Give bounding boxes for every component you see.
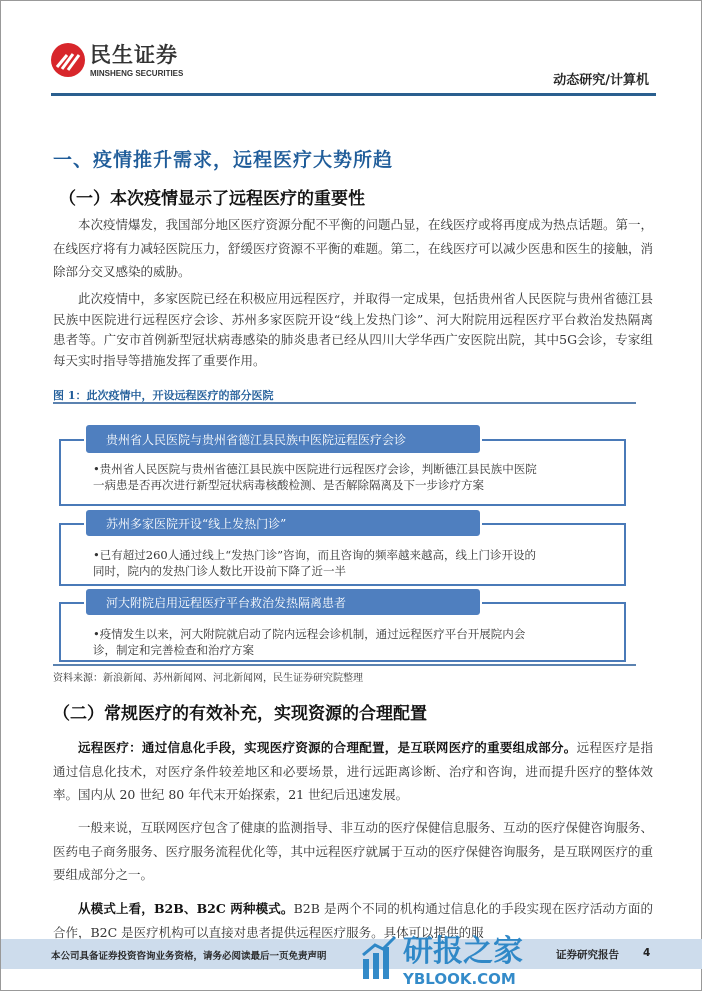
figure-bottom-rule [53, 664, 636, 666]
section-title: 一、疫情推升需求，远程医疗大势所趋 [53, 149, 394, 171]
figure-title: 图 1：此次疫情中，开设远程医疗的部分医院 [53, 389, 274, 402]
paragraph [53, 736, 653, 807]
paragraph: 此次疫情中，多家医院已经在积极应用远程医疗，并取得一定成果，包括贵州省人民医院与贵州省德江县民族中医院进行远程医疗会诊、苏州多家医院开设“线上发热门诊”、河大附院用远程医疗平台救治发热隔离患者等。广安市首例新型冠状病毒感染的肺炎患者已经从四川大学华西广安医院出院，其中5G会诊，专家组每天实时指导等措施发挥了重要作用。 [53, 291, 654, 368]
subsection-title: （一）本次疫情显示了远程医疗的重要性 [59, 189, 365, 209]
paragraph-body: B2B 是两个不同的机构通过信息化的手段实现在医疗活动方面的合作，B2C 是医疗机构可以直接对患者提供远程医疗服务。具体可以提供的服 [53, 901, 653, 940]
logo-subtext: MINSHENG SECURITIES [90, 69, 184, 78]
page-number: 4 [643, 947, 651, 959]
footer-disclaimer: 本公司具备证券投资咨询业务资格，请务必阅读最后一页免责声明 [51, 951, 327, 962]
figure-box-detail: •已有超过260人通过线上“发热门诊”咨询，而且咨询的频率越来越高，线上门诊开设的同时，院内的发热门诊人数比开设前下降了近一半 [93, 548, 536, 578]
figure-box-heading: 苏州多家医院开设“线上发热门诊” [84, 508, 482, 538]
watermark-chart-icon [361, 933, 397, 981]
paragraph: 本次疫情爆发，我国部分地区医疗资源分配不平衡的问题凸显，在线医疗或将再度成为热点话题。第一，在线医疗将有力减轻医院压力，舒缓医疗资源不平衡的难题。第二，在线医疗可以减少医患和医生的接触，消除部分交叉感染的威胁。 [53, 217, 654, 279]
paragraph: 一般来说，互联网医疗包含了健康的监测指导、非互动的医疗保健信息服务、互动的医疗保健咨询服务、医药电子商务服务、医疗服务流程优化等，其中远程医疗就属于互动的医疗保健咨询服务，是互联网医疗的重要组成部分之一。 [53, 820, 654, 882]
report-category: 动态研究/计算机 [553, 73, 649, 88]
figure-box-detail: •贵州省人民医院与贵州省德江县民族中医院进行远程医疗会诊，判断德江县民族中医院一病患是否再次进行新型冠状病毒核酸检测、是否解除隔离及下一步诊疗方案 [93, 462, 537, 492]
watermark-cn: 研报之家 [403, 934, 523, 969]
paragraph-body: 远程医疗是指通过信息化技术，对医疗条件较差地区和必要场景，进行远距离诊断、治疗和咨询，进而提升医疗的整体效率。国内从 20 世纪 80 年代末开始探索，21 世纪后迅速发展。 [53, 740, 653, 802]
watermark-en: YBLOOK.COM [403, 970, 516, 988]
figure-box-detail: •疫情发生以来，河大附院就启动了院内远程会诊机制，通过远程医疗平台开展院内会诊，制定和完善检查和治疗方案 [93, 627, 526, 657]
paragraph [53, 897, 653, 944]
paragraph-lead: 从模式上看，B2B、B2C 两种模式。 [78, 901, 294, 916]
footer-report-type: 证券研究报告 [556, 949, 619, 961]
figure-box-heading: 贵州省人民医院与贵州省德江县民族中医院远程医疗会诊 [84, 423, 482, 455]
paragraph-lead: 远程医疗：通过信息化手段，实现医疗资源的合理配置，是互联网医疗的重要组成部分。 [78, 740, 577, 755]
subsection-title: （二）常规医疗的有效补充，实现资源的合理配置 [53, 704, 427, 724]
logo-icon [51, 43, 85, 77]
logo-text: 民生证券 [90, 43, 178, 67]
header-divider [51, 93, 656, 96]
watermark [361, 926, 523, 988]
figure-top-rule [53, 402, 636, 404]
figure-box-heading: 河大附院启用远程医疗平台救治发热隔离患者 [84, 587, 482, 617]
figure-source: 资料来源：新浪新闻、苏州新闻网、河北新闻网，民生证券研究院整理 [53, 673, 363, 684]
